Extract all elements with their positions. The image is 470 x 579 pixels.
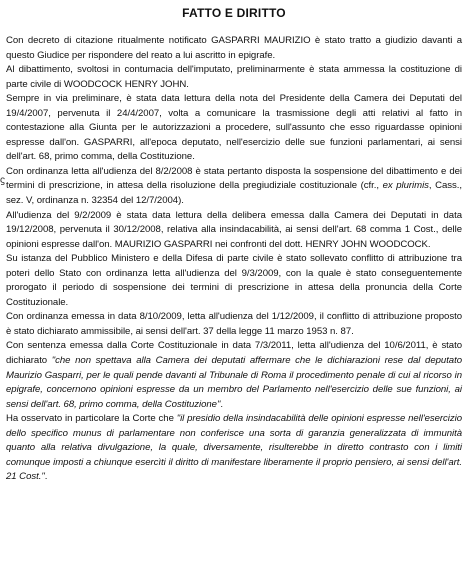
paragraph-text: Con ordinanza letta all'udienza del 8/2/2008 è stata pertanto disposta la sospensione del dibattimento e dei termini di prescrizione, in attesa della risoluzione della pregiudiziale costituzionale (cfr., bbox=[6, 165, 462, 192]
paragraph-text: , Cass., sez. V, ordinanza n. 32354 del 12/7/2004). bbox=[6, 180, 463, 207]
paragraph bbox=[6, 63, 462, 92]
document-title: FATTO E DIRITTO bbox=[182, 6, 286, 20]
paragraph-quote: ex plurimis bbox=[382, 180, 429, 192]
document-body bbox=[6, 34, 462, 485]
paragraph-text: Con decreto di citazione ritualmente notificato GASPARRI MAURIZIO è stato tratto a giudizio davanti a questo Giudice per rispondere del reato a lui ascritto in epigrafe. bbox=[6, 35, 462, 61]
paragraph-text: . bbox=[44, 471, 48, 483]
paragraph-text: Su istanza del Pubblico Ministero e della Difesa di parte civile è stato sollevato conflitto di attribuzione tra poteri dello Stato con ordinanza letta all'udienza del 9/3/2009, con la quale è stato conseguentemente prorogato il periodo di sospensione dei termini di prescrizione in attesa della pronuncia della Corte Costituzionale. bbox=[6, 253, 462, 308]
paragraph-text: Con ordinanza emessa in data 8/10/2009, letta all'udienza del 1/12/2009, il conflitto di attribuzione proposto è stato dichiarato ammissibile, ai sensi dell'art. 37 della legge 11 marzo 1953 n. 87. bbox=[6, 311, 462, 337]
paragraph-text: Al dibattimento, svoltosi in contumacia dell'imputato, preliminarmente è stata ammessa la costituzione di parte civile di WOODCOCK HENRY JOHN. bbox=[6, 64, 462, 90]
paragraph bbox=[6, 310, 462, 339]
paragraph-text: Sempre in via preliminare, è stata data lettura della nota del Presidente della Camera dei Deputati del 19/4/2007, pervenuta il 24/4/2007, volta a comunicare la trasmissione degli atti relativi al fatto in contestazione alla Giunta per le autorizzazioni a procedere, sull'assunto che esso riguardasse opinioni espresse dall'on. GASPARRI, all'epoca deputato, nell'esercizio delle sue funzioni parlamentari, ai sensi dell'art. 68, primo comma, della Costituzione. bbox=[6, 93, 462, 163]
paragraph-text: . bbox=[220, 398, 223, 410]
paragraph-quote: "il presidio della insindacabilità delle opinioni espresse nell'esercizio dello specifico munus di parlamentare non conferisce una sorta di garanzia generalizzata di immunità quanto alla relativa divulgazione, la quale, diversamente, risulterebbe in diretto contrasto con i limiti comunque imposti a chiunque esercìti il diritto di manifestare liberamente il proprio pensiero, ai sensi dell'art. 21 Cost." bbox=[6, 413, 463, 483]
paragraph bbox=[6, 339, 462, 412]
paragraph bbox=[6, 34, 462, 63]
paragraph-text: All'udienza del 9/2/2009 è stata data lettura della delibera emessa dalla Camera dei Deputati in data 19/12/2008, pervenuta il 30/12/2008, relativa alla insindacabilità, ai sensi dell'art. 68 comma 1 Cost., delle opinioni espresse dall'on. MAURIZIO GASPARRI nei confronti del dott. HENRY JOHN WOODCOCK. bbox=[6, 209, 462, 250]
paragraph bbox=[6, 412, 462, 485]
margin-mark: ϛ bbox=[0, 175, 5, 186]
paragraph bbox=[6, 165, 462, 209]
paragraph-quote: "che non spettava alla Camera dei deputati affermare che le dichiarazioni rese dal deputato Maurizio Gasparri, per le quali pende davanti al Tribunale di Roma il procedimento penale di cui al ricorso in epigrafe, concernono opinioni espresse da un membro del Parlamento nell'esercizio delle sue funzioni, ai sensi dell'art. 68, primo comma, della Costituzione" bbox=[6, 355, 462, 410]
paragraph-text: Con sentenza emessa dalla Corte Costituzionale in data 7/3/2011, letta all'udienza del 10/6/2011, è stato dichiarato bbox=[6, 340, 462, 367]
paragraph bbox=[6, 252, 462, 310]
paragraph bbox=[6, 92, 462, 165]
paragraph-text: Ha osservato in particolare la Corte che bbox=[6, 413, 177, 425]
paragraph bbox=[6, 209, 462, 253]
